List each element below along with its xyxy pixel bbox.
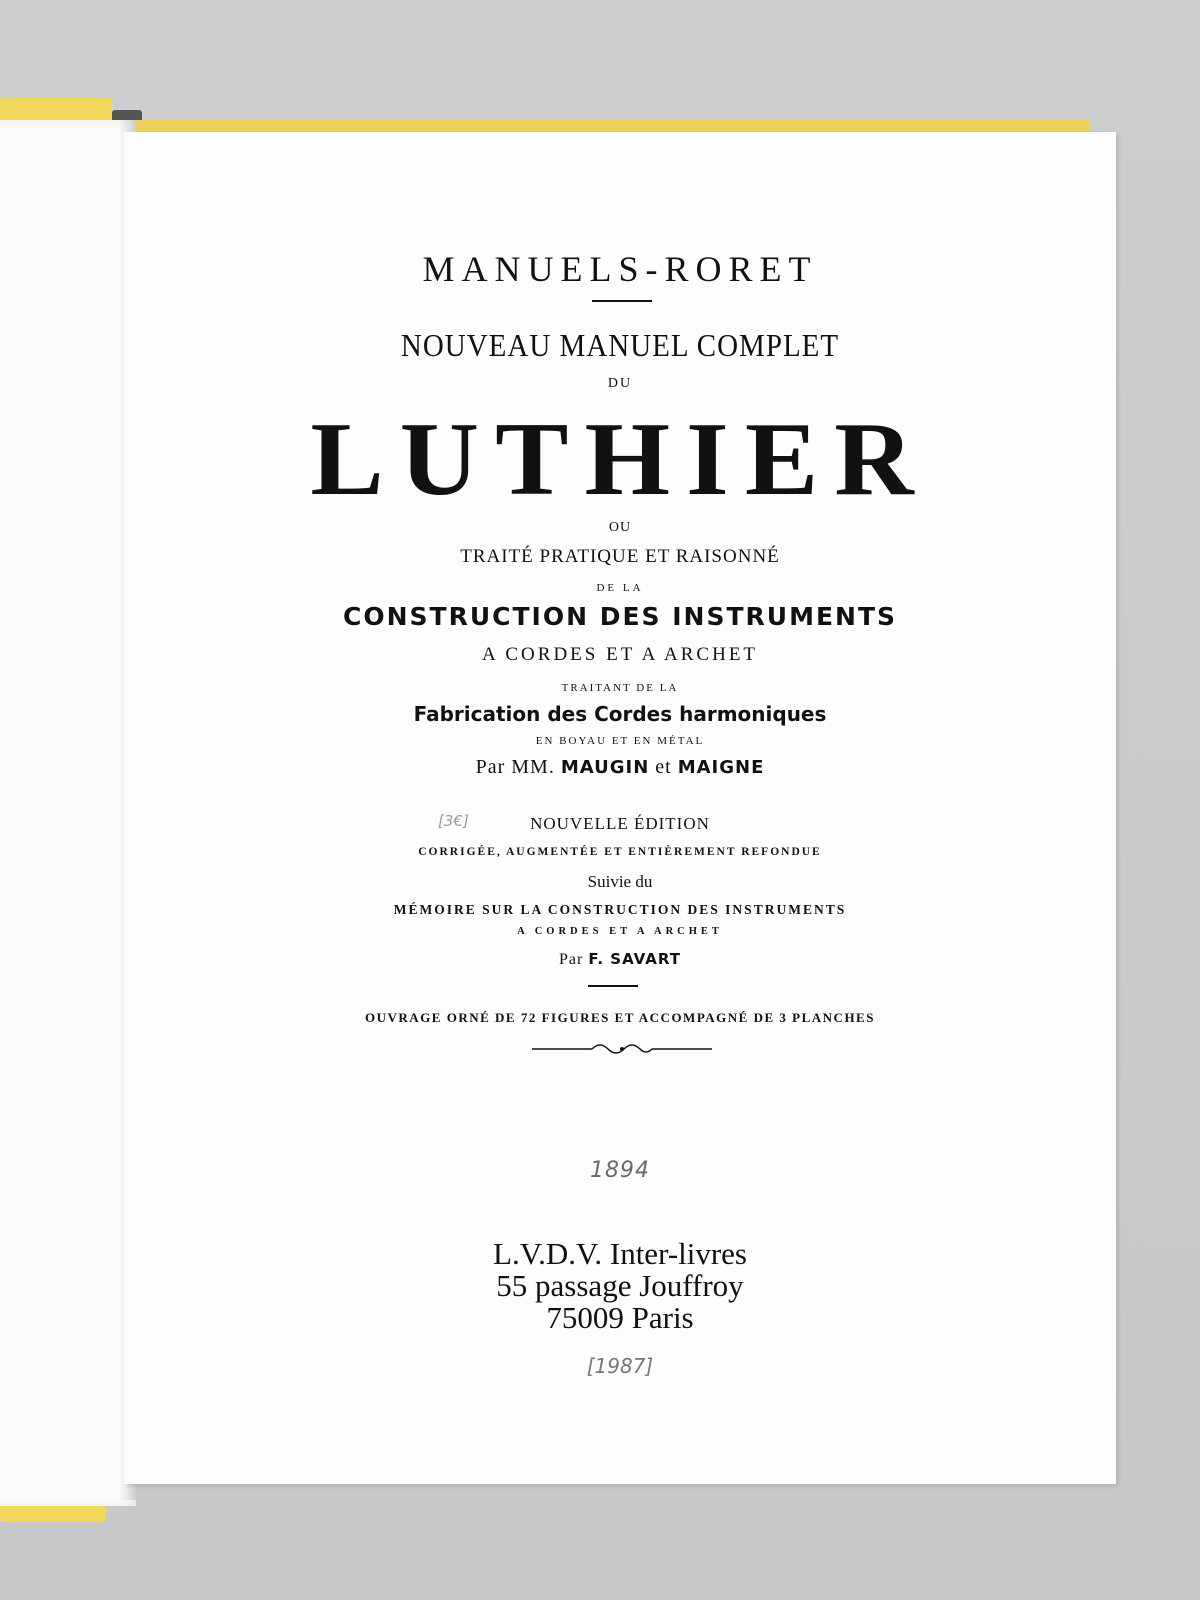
publisher-city: 75009 Paris: [546, 1300, 694, 1335]
connector-ou: OU: [608, 520, 632, 535]
construction-heading: CONSTRUCTION DES INSTRUMENTS: [342, 602, 898, 631]
author-savart: F. SAVART: [588, 950, 681, 968]
connector-du: DU: [607, 376, 633, 391]
edition-line: NOUVELLE ÉDITION: [530, 814, 710, 833]
divider-rule: [592, 300, 652, 302]
savart-prefix: Par: [559, 951, 584, 968]
savart-line: [124, 950, 1116, 969]
author-maugin: MAUGIN: [560, 757, 650, 778]
author-maigne: MAIGNE: [677, 757, 765, 778]
memoire-line: MÉMOIRE SUR LA CONSTRUCTION DES INSTRUMENTS: [393, 902, 847, 917]
publisher-address: 55 passage Jouffroy: [496, 1268, 744, 1303]
dealing-line: TRAITANT DE LA: [561, 682, 679, 694]
series-title: MANUELS-RORET: [422, 249, 818, 289]
subtitle: NOUVEAU MANUEL COMPLET: [400, 328, 840, 364]
gut-metal-line: EN BOYAU ET EN MÉTAL: [535, 735, 705, 747]
authors-et: et: [655, 756, 672, 778]
handwritten-reprint-year: [1987]: [586, 1354, 654, 1378]
treatise-line: TRAITÉ PRATIQUE ET RAISONNÉ: [460, 546, 780, 567]
memoire-strings-line: A CORDES ET A ARCHET: [517, 926, 723, 937]
fabrication-line: Fabrication des Cordes harmoniques: [413, 702, 827, 726]
pencil-annotation: [3€]: [438, 812, 469, 830]
left-page: [0, 120, 136, 1506]
ornament-flourish: [532, 1042, 712, 1056]
followed-by-line: Suivie du: [587, 872, 653, 891]
authors-prefix: Par MM.: [475, 756, 555, 778]
publisher-name: L.V.D.V. Inter-livres: [493, 1236, 747, 1271]
illustrations-line: OUVRAGE ORNÉ DE 72 FIGURES ET ACCOMPAGNÉ DE 3 PLANCHES: [365, 1010, 875, 1025]
authors-line: [124, 756, 1116, 779]
divider-rule-2: [588, 985, 638, 987]
strings-bow-line: A CORDES ET A ARCHET: [481, 644, 759, 665]
handwritten-year: 1894: [590, 1158, 650, 1183]
main-title: LUTHIER: [310, 401, 930, 517]
connector-de-la: DE LA: [596, 582, 644, 594]
revision-line: CORRIGÉE, AUGMENTÉE ET ENTIÈREMENT REFONDUE: [418, 846, 822, 858]
